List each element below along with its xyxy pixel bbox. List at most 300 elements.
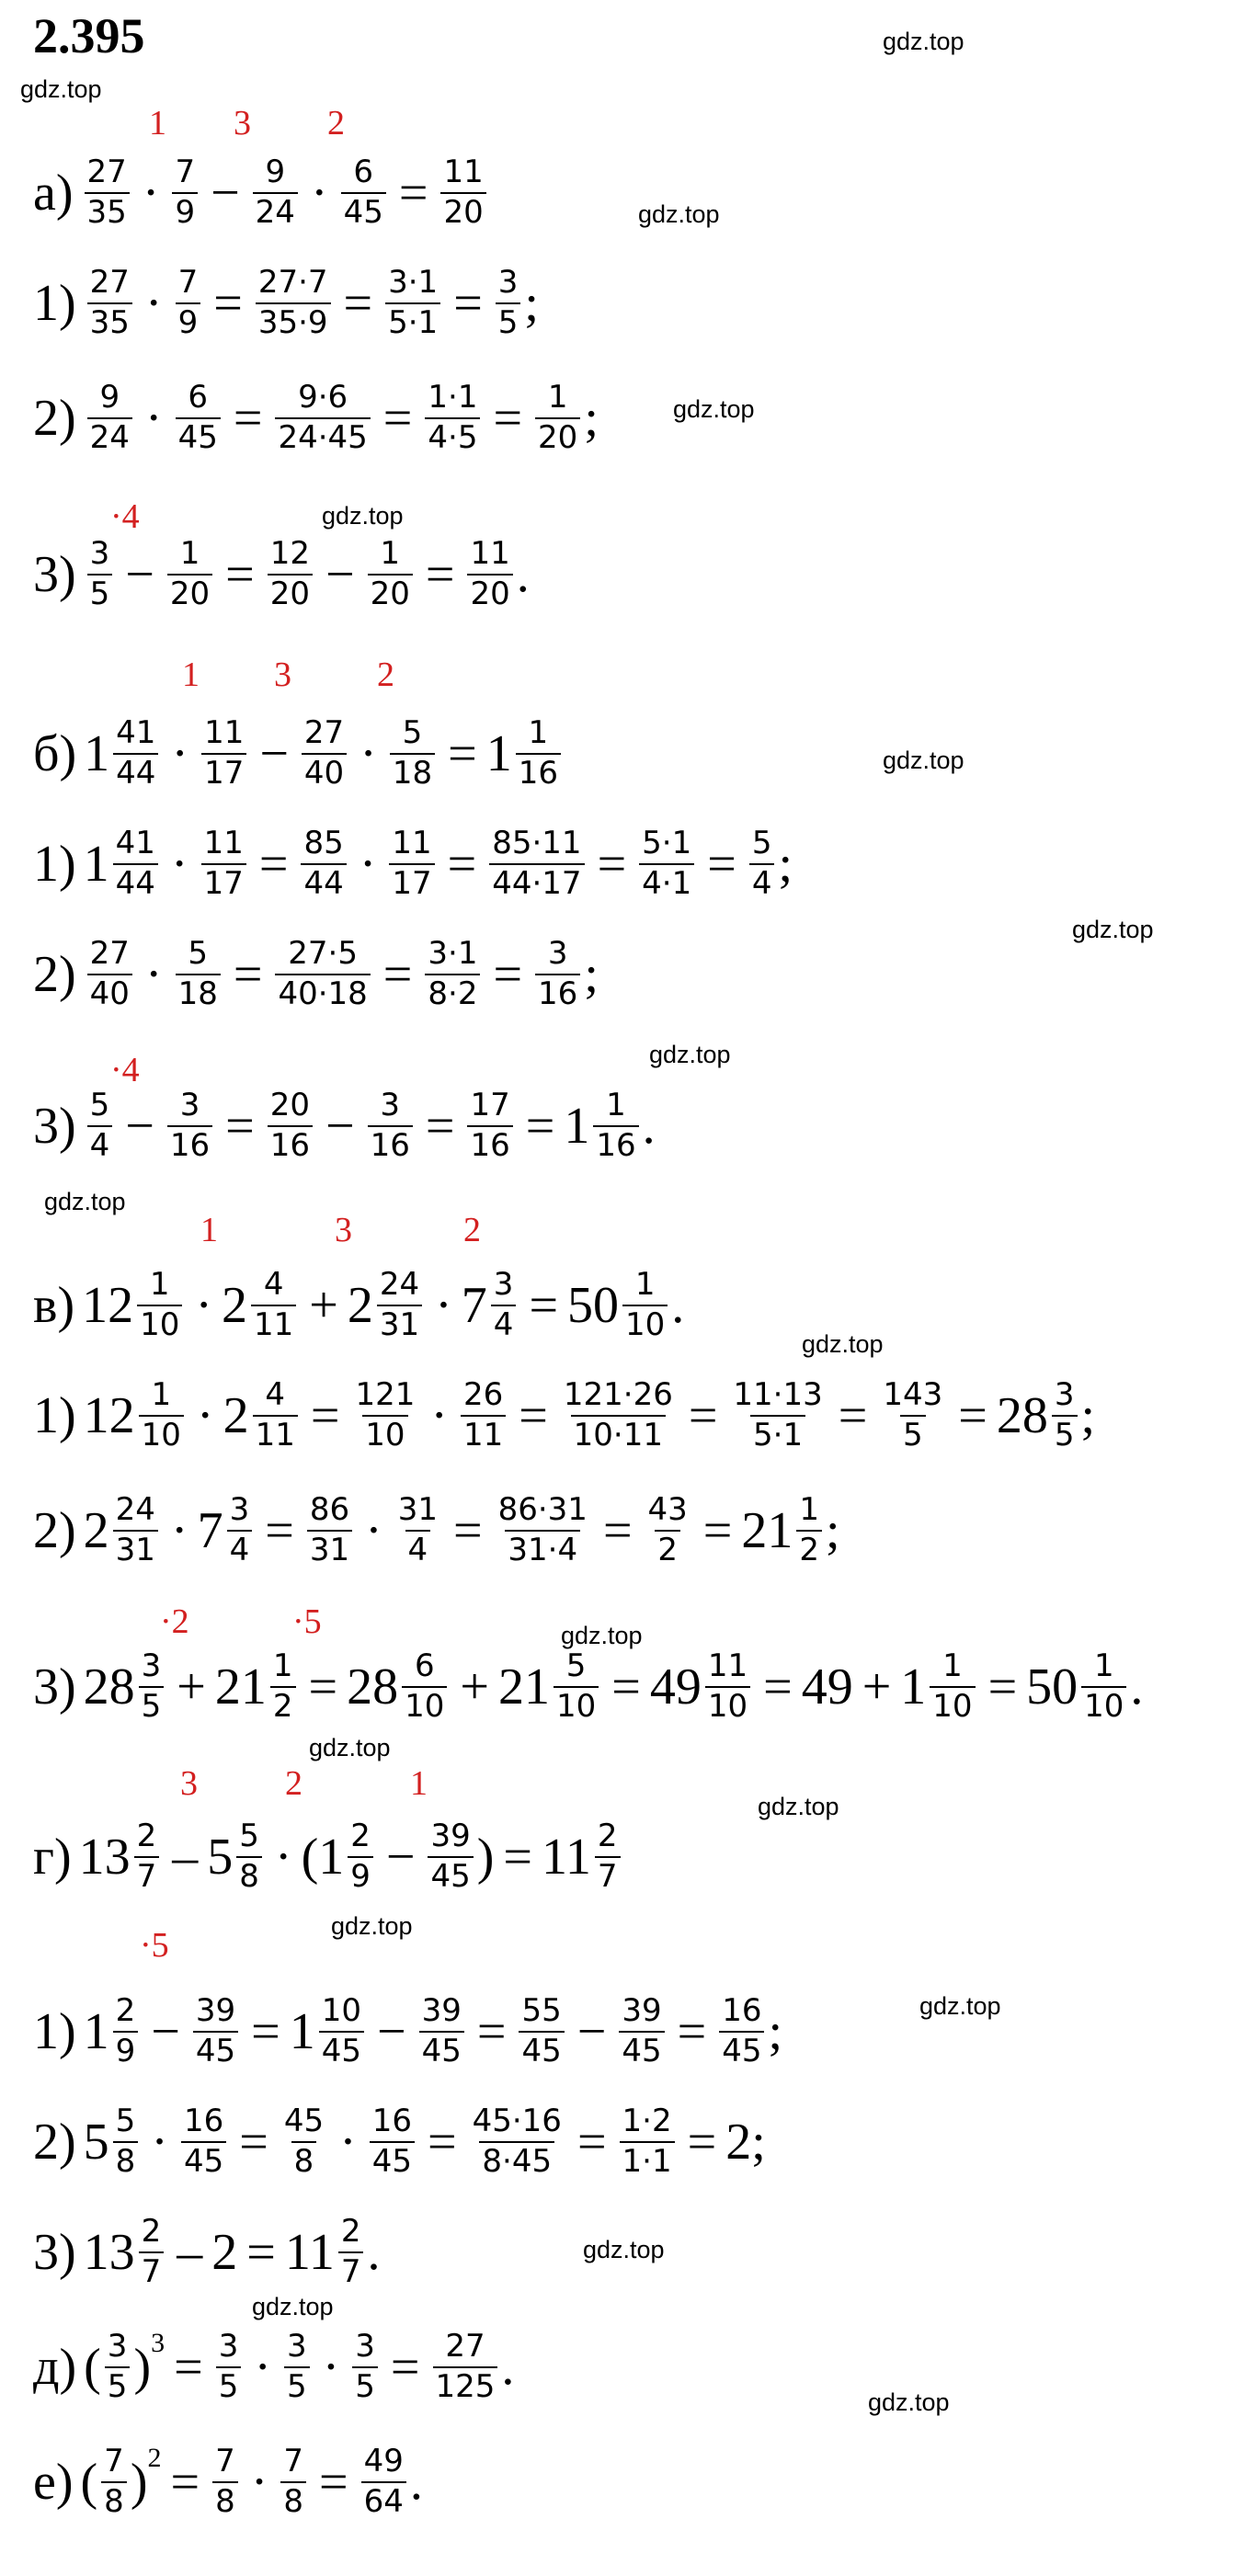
numerator: 1 xyxy=(1093,1647,1114,1685)
operator: = xyxy=(838,1387,868,1444)
equation-line-g-3 xyxy=(33,2197,380,2308)
denominator: 4 xyxy=(491,1305,517,1342)
operator: = xyxy=(763,1658,793,1715)
numerator: 7 xyxy=(215,2443,235,2480)
order-mark: 1 xyxy=(200,1211,218,1249)
equation-label: 2) xyxy=(33,390,76,447)
numerator: 86·31 xyxy=(497,1491,588,1529)
operator: · xyxy=(151,2114,168,2171)
equation-label: 1) xyxy=(33,2003,76,2060)
operator: · xyxy=(142,165,160,222)
denominator: 11 xyxy=(251,1305,296,1342)
operator: = xyxy=(525,1098,555,1155)
fraction xyxy=(193,1992,238,2069)
text: ) xyxy=(133,2339,152,2396)
watermark: gdz.top xyxy=(20,75,102,103)
fraction xyxy=(395,1491,440,1568)
fraction xyxy=(301,827,346,900)
numerator: 3 xyxy=(380,1087,401,1124)
equation-label: 2) xyxy=(33,1502,76,1559)
numerator: 5 xyxy=(402,714,423,752)
denominator: 5·1 xyxy=(750,1415,805,1453)
denominator: 8 xyxy=(280,2481,306,2519)
fraction xyxy=(87,379,132,456)
fraction xyxy=(167,535,212,612)
operator: = xyxy=(258,836,289,893)
operator: − xyxy=(151,2003,180,2060)
denominator: 9 xyxy=(348,1856,373,1894)
numerator: 3 xyxy=(107,2328,128,2365)
text: . xyxy=(501,2339,515,2396)
fraction xyxy=(341,156,386,229)
denominator: 45 xyxy=(176,417,221,455)
order-mark: 3 xyxy=(335,1211,352,1249)
fraction xyxy=(85,156,130,229)
numerator: 39 xyxy=(430,1818,471,1855)
numerator: 20 xyxy=(269,1087,311,1124)
operator: + xyxy=(309,1277,338,1334)
fraction xyxy=(284,2328,310,2405)
denominator: 31 xyxy=(307,1530,352,1567)
equation-line-g-2 xyxy=(33,2087,766,2197)
order-mark: 2 xyxy=(463,1211,481,1249)
fraction xyxy=(201,827,246,900)
denominator: 10 xyxy=(705,1686,750,1724)
numerator: 24 xyxy=(115,1491,155,1529)
numerator: 1·2 xyxy=(622,2103,672,2140)
operator: = xyxy=(319,2454,348,2511)
equation-line-g-1 xyxy=(33,1977,782,2087)
numerator: 27 xyxy=(445,2328,485,2365)
multiplier-mark: ·5 xyxy=(292,1602,322,1641)
text: 28 xyxy=(83,1658,135,1715)
fraction xyxy=(139,1647,165,1725)
operator: = xyxy=(519,1387,548,1444)
text: 1 xyxy=(83,836,109,893)
fraction xyxy=(101,2445,127,2518)
operator: − xyxy=(125,546,154,603)
denominator: 16 xyxy=(467,1125,512,1163)
fraction xyxy=(113,827,158,900)
denominator: 10 xyxy=(1081,1686,1126,1724)
operator: = xyxy=(225,546,255,603)
denominator: 18 xyxy=(176,974,221,1011)
watermark: gdz.top xyxy=(919,1992,1001,2020)
operator: · xyxy=(144,390,163,447)
numerator: 27·5 xyxy=(288,935,358,973)
denominator: 4 xyxy=(405,1530,431,1567)
fraction xyxy=(176,264,201,341)
fraction xyxy=(639,827,694,900)
denominator: 8·45 xyxy=(479,2141,554,2179)
numerator: 11 xyxy=(203,825,244,862)
order-mark: 2 xyxy=(327,104,345,142)
operator: = xyxy=(233,390,263,447)
denominator: 8 xyxy=(113,2141,139,2179)
fraction xyxy=(419,1992,464,2069)
text: 2 xyxy=(83,1502,109,1559)
watermark: gdz.top xyxy=(309,1734,391,1761)
operator: · xyxy=(144,946,163,1003)
text: 5 xyxy=(207,1829,234,1886)
operator: − xyxy=(325,1098,355,1155)
text: . xyxy=(409,2454,423,2511)
fraction xyxy=(253,1376,298,1453)
fraction xyxy=(268,1089,313,1162)
denominator: 17 xyxy=(389,863,434,901)
fraction xyxy=(139,2213,165,2290)
order-mark: 3 xyxy=(234,104,251,142)
denominator: 5 xyxy=(496,302,521,340)
denominator: 10 xyxy=(137,1305,182,1342)
operator: = xyxy=(611,1658,641,1715)
watermark: gdz.top xyxy=(673,395,755,423)
numerator: 26 xyxy=(463,1376,504,1414)
text: ) xyxy=(130,2454,148,2511)
denominator: 20 xyxy=(268,574,313,611)
fraction xyxy=(319,1992,364,2069)
operator: · xyxy=(365,1502,382,1559)
denominator: 5 xyxy=(900,1415,926,1453)
denominator: 20 xyxy=(467,574,512,611)
text: 11 xyxy=(541,1829,591,1886)
numerator: 16 xyxy=(371,2103,412,2140)
denominator: 45 xyxy=(181,2141,226,2179)
denominator: 10 xyxy=(930,1686,975,1724)
numerator: 3 xyxy=(89,535,110,573)
operator: − xyxy=(125,1098,154,1155)
denominator: 16 xyxy=(516,753,561,791)
text: 1 xyxy=(485,725,512,782)
text: 12 xyxy=(82,1277,134,1334)
operator: = xyxy=(343,275,373,332)
operator: − xyxy=(576,2003,607,2060)
denominator: 7 xyxy=(134,1856,160,1894)
numerator: 3 xyxy=(355,2328,375,2365)
numerator: 5 xyxy=(751,825,772,862)
numerator: 10 xyxy=(321,1992,362,2030)
equation-label: 2) xyxy=(33,946,76,1003)
fraction xyxy=(281,2105,326,2178)
text: ( xyxy=(80,2454,98,2511)
equation-line-v-3 xyxy=(33,1632,1143,1742)
text: 13 xyxy=(78,1829,131,1886)
numerator: 3·1 xyxy=(428,935,478,973)
equation-line-v-2 xyxy=(33,1476,840,1586)
denominator: 8 xyxy=(101,2481,127,2519)
denominator: 4 xyxy=(749,863,775,901)
numerator: 1 xyxy=(179,535,200,573)
fraction xyxy=(402,1647,447,1725)
equation-label: 3) xyxy=(33,546,76,603)
denominator: 4 xyxy=(87,1125,113,1163)
fraction xyxy=(87,935,132,1012)
denominator: 5 xyxy=(1052,1415,1078,1453)
order-mark: 2 xyxy=(285,1764,302,1803)
denominator: 5·1 xyxy=(385,302,440,340)
numerator: 1 xyxy=(942,1647,963,1685)
watermark: gdz.top xyxy=(883,747,964,774)
numerator: 1 xyxy=(799,1491,820,1529)
fraction xyxy=(461,1376,506,1453)
numerator: 1 xyxy=(547,379,568,416)
equation-label: 1) xyxy=(33,275,76,332)
denominator: 64 xyxy=(361,2481,406,2519)
order-mark: 3 xyxy=(180,1764,198,1803)
denominator: 7 xyxy=(338,2251,364,2289)
fraction xyxy=(519,1992,564,2069)
numerator: 11 xyxy=(392,825,432,862)
text: ( xyxy=(84,2339,101,2396)
exponent: 3 xyxy=(151,2328,165,2358)
numerator: 27 xyxy=(89,935,130,973)
multiplier-mark: ·4 xyxy=(110,497,140,536)
fraction xyxy=(368,1089,413,1162)
denominator: 17 xyxy=(201,863,246,901)
text: 2 xyxy=(222,1277,248,1334)
watermark: gdz.top xyxy=(758,1793,839,1820)
multiplier-mark: ·2 xyxy=(160,1602,189,1641)
numerator: 6 xyxy=(353,154,374,191)
numerator: 2 xyxy=(115,1992,136,2030)
operator: = xyxy=(213,275,243,332)
fraction xyxy=(176,935,221,1012)
numerator: 3·1 xyxy=(388,264,439,302)
fraction xyxy=(113,1491,158,1568)
operator: = xyxy=(493,390,523,447)
text: 1 xyxy=(83,2003,109,2060)
numerator: 43 xyxy=(647,1491,688,1529)
denominator: 8 xyxy=(212,2481,238,2519)
numerator: 2 xyxy=(141,2213,162,2251)
numerator: 27 xyxy=(89,264,130,302)
fraction xyxy=(307,1491,352,1568)
denominator: 45 xyxy=(319,2031,364,2069)
text: 49 xyxy=(649,1658,702,1715)
fraction xyxy=(172,156,198,229)
text: 13 xyxy=(83,2224,135,2281)
fraction xyxy=(619,1992,664,2069)
fraction xyxy=(749,827,775,900)
numerator: 39 xyxy=(421,1992,462,2030)
fraction xyxy=(389,827,434,900)
numerator: 49 xyxy=(363,2443,404,2480)
watermark: gdz.top xyxy=(583,2236,665,2263)
operator: · xyxy=(250,2454,268,2511)
text: 28 xyxy=(996,1387,1048,1444)
numerator: 39 xyxy=(195,1992,236,2030)
operator: = xyxy=(382,390,413,447)
text: 7 xyxy=(461,1277,487,1334)
denominator: 10 xyxy=(402,1686,447,1724)
denominator: 24·45 xyxy=(275,417,370,455)
watermark: gdz.top xyxy=(252,2293,334,2320)
operator: · xyxy=(196,1387,214,1444)
text: ; xyxy=(584,946,599,1003)
denominator: 45 xyxy=(619,2031,664,2069)
fraction xyxy=(561,1376,676,1453)
operator: = xyxy=(602,1502,633,1559)
text: 2 xyxy=(223,1387,249,1444)
denominator: 4·1 xyxy=(639,863,694,901)
operator: · xyxy=(310,165,328,222)
operator: · xyxy=(170,836,188,893)
denominator: 10 xyxy=(622,1305,668,1342)
equation-line-b-1 xyxy=(33,809,793,919)
numerator: 86 xyxy=(309,1491,350,1529)
fraction xyxy=(390,714,435,792)
text: (1 xyxy=(301,1829,345,1886)
numerator: 2 xyxy=(597,1818,618,1855)
equation-line-a-3 xyxy=(33,519,530,630)
numerator: 3 xyxy=(1054,1376,1075,1414)
fraction xyxy=(181,2105,226,2178)
fraction xyxy=(620,2105,675,2178)
fraction xyxy=(368,535,413,612)
operator: · xyxy=(171,725,189,782)
fraction xyxy=(275,935,370,1012)
equation-label: 1) xyxy=(33,1387,76,1444)
fraction xyxy=(470,2105,565,2178)
numerator: 5 xyxy=(565,1647,587,1685)
equation-label: 3) xyxy=(33,2224,76,2281)
numerator: 27 xyxy=(303,714,345,752)
numerator: 3 xyxy=(493,1266,514,1304)
fraction xyxy=(227,1491,253,1568)
equation-label: д) xyxy=(33,2339,77,2396)
text: 1 xyxy=(84,725,110,782)
numerator: 6 xyxy=(414,1647,435,1685)
fraction xyxy=(348,1820,373,1893)
equation-label: 1) xyxy=(33,836,76,893)
operator: = xyxy=(251,2003,280,2060)
denominator: 16 xyxy=(535,974,580,1011)
text: 2; xyxy=(725,2114,766,2171)
text: . xyxy=(367,2224,381,2281)
denominator: 5 xyxy=(352,2366,378,2404)
numerator: 16 xyxy=(722,1992,762,2030)
operator: – xyxy=(177,2224,203,2281)
denominator: 16 xyxy=(368,1125,413,1163)
text: . xyxy=(1130,1658,1144,1715)
denominator: 40 xyxy=(302,753,347,791)
numerator: 1·1 xyxy=(428,379,478,416)
order-mark: 1 xyxy=(182,655,200,694)
fraction xyxy=(535,379,580,456)
text: 50 xyxy=(567,1277,620,1334)
fraction xyxy=(352,1376,417,1453)
operator: = xyxy=(707,836,736,893)
numerator: 3 xyxy=(229,1491,250,1529)
fraction xyxy=(705,1647,750,1725)
numerator: 27·7 xyxy=(257,264,328,302)
exponent: 2 xyxy=(147,2443,162,2473)
denominator: 18 xyxy=(390,753,435,791)
denominator: 45 xyxy=(193,2031,238,2069)
numerator: 41 xyxy=(116,714,156,752)
operator: = xyxy=(597,836,627,893)
denominator: 35 xyxy=(85,192,130,230)
equation-line-a-task xyxy=(33,138,490,248)
fraction xyxy=(467,1089,512,1162)
numerator: 5 xyxy=(188,935,209,973)
numerator: 3 xyxy=(497,264,519,302)
numerator: 7 xyxy=(104,2443,124,2480)
numerator: 11 xyxy=(204,714,245,752)
denominator: 40 xyxy=(87,974,132,1011)
denominator: 16 xyxy=(268,1125,313,1163)
equation-label: 3) xyxy=(33,1658,76,1715)
fraction xyxy=(105,2328,131,2405)
numerator: 16 xyxy=(183,2103,224,2140)
numerator: 9 xyxy=(99,379,120,416)
numerator: 1 xyxy=(606,1087,626,1124)
operator: = xyxy=(382,946,413,1003)
denominator: 31·4 xyxy=(505,1530,580,1567)
operator: · xyxy=(339,2114,357,2171)
equation-line-b-task xyxy=(33,699,565,809)
fraction xyxy=(270,1647,296,1725)
equation-line-a-1 xyxy=(33,248,539,359)
text: 7 xyxy=(197,1502,223,1559)
order-mark: 2 xyxy=(377,655,394,694)
denominator: 10 xyxy=(139,1415,184,1453)
denominator: 44·17 xyxy=(489,863,584,901)
operator: = xyxy=(233,946,263,1003)
numerator: 11 xyxy=(443,154,484,191)
denominator: 4 xyxy=(227,1530,253,1567)
denominator: 44 xyxy=(301,863,346,901)
operator: · xyxy=(430,1387,448,1444)
fraction xyxy=(496,1491,590,1568)
operator: = xyxy=(174,2339,203,2396)
operator: = xyxy=(958,1387,987,1444)
fraction xyxy=(361,2445,406,2518)
fraction xyxy=(167,1089,212,1162)
fraction xyxy=(212,2445,238,2518)
fraction xyxy=(593,1089,638,1162)
fraction xyxy=(554,1647,599,1725)
watermark: gdz.top xyxy=(649,1041,731,1068)
denominator: 40·18 xyxy=(275,974,370,1011)
fraction xyxy=(113,714,158,792)
numerator: 3 xyxy=(218,2328,239,2365)
fraction xyxy=(491,1266,517,1343)
fraction xyxy=(268,535,313,612)
numerator: 85·11 xyxy=(492,825,582,862)
denominator: 17 xyxy=(201,753,246,791)
numerator: 2 xyxy=(340,2213,361,2251)
fraction xyxy=(113,2105,139,2178)
fraction xyxy=(253,156,298,229)
denominator: 5 xyxy=(105,2366,131,2404)
numerator: 12 xyxy=(269,535,311,573)
fraction xyxy=(1052,1376,1078,1453)
numerator: 1 xyxy=(149,1266,170,1304)
numerator: 6 xyxy=(188,379,209,416)
operator: − xyxy=(385,1829,416,1886)
operator: = xyxy=(476,2003,507,2060)
operator: · xyxy=(274,1829,292,1886)
equation-line-v-1 xyxy=(33,1361,1095,1471)
text: . xyxy=(671,1277,685,1334)
equation-line-a-2 xyxy=(33,363,599,473)
operator: = xyxy=(447,836,477,893)
numerator: 7 xyxy=(283,2443,303,2480)
numerator: 4 xyxy=(265,1376,286,1414)
denominator: 125 xyxy=(433,2366,498,2404)
denominator: 5 xyxy=(87,574,113,611)
